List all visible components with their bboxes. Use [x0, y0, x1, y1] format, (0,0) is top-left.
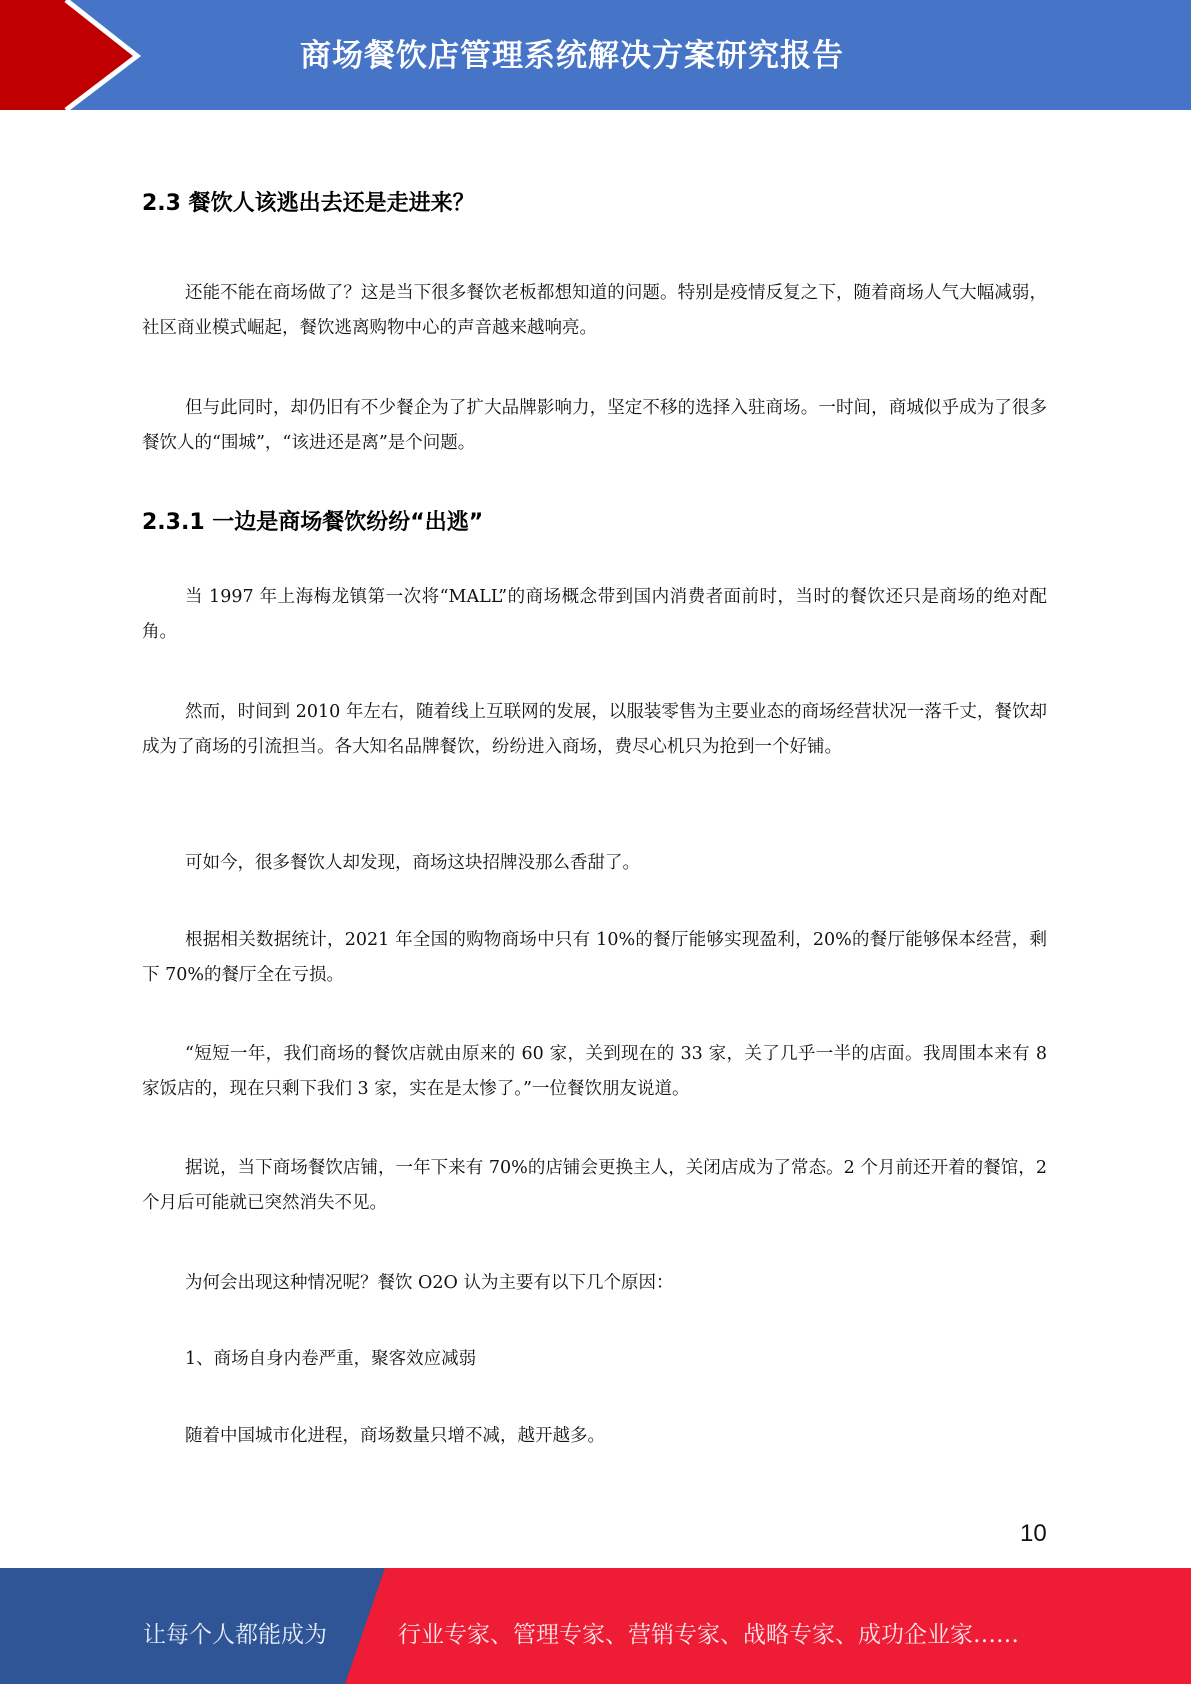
paragraph: 据说，当下商场餐饮店铺，一年下来有 70%的店铺会更换主人，关闭店成为了常态。2 个月前还开着的餐馆，2 个月后可能就已突然消失不见。 [142, 1158, 1047, 1213]
page-number: 10 [1020, 1520, 1047, 1547]
paragraph: “短短一年，我们商场的餐饮店就由原来的 60 家，关到现在的 33 家，关了几乎一半的店面。我周围本来有 8 家饭店的，现在只剩下我们 3 家，实在是太惨了。”一位餐饮朋友说道。 [142, 1044, 1047, 1099]
header-arrow-decoration [0, 0, 160, 110]
footer-slogan-right: 行业专家、管理专家、营销专家、战略专家、成功企业家…… [398, 1622, 1019, 1648]
section-heading: 2.3 餐饮人该逃出去还是走进来？ [142, 191, 475, 216]
paragraph: 随着中国城市化进程，商场数量只增不减，越开越多。 [185, 1426, 605, 1446]
paragraph: 然而，时间到 2010 年左右，随着线上互联网的发展，以服装零售为主要业态的商场经营状况一落千丈，餐饮却成为了商场的引流担当。各大知名品牌餐饮，纷纷进入商场，费尽心机只为抢到一个好铺。 [142, 702, 1047, 757]
paragraph: 根据相关数据统计，2021 年全国的购物商场中只有 10%的餐厅能够实现盈利，20%的餐厅能够保本经营，剩下 70%的餐厅全在亏损。 [142, 930, 1047, 985]
paragraph: 1、商场自身内卷严重，聚客效应减弱 [185, 1349, 477, 1369]
paragraph: 还能不能在商场做了？这是当下很多餐饮老板都想知道的问题。特别是疫情反复之下，随着商场人气大幅减弱，社区商业模式崛起，餐饮逃离购物中心的声音越来越响亮。 [142, 283, 1047, 338]
paragraph: 为何会出现这种情况呢？餐饮 O2O 认为主要有以下几个原因： [185, 1273, 674, 1293]
paragraph: 可如今，很多餐饮人却发现，商场这块招牌没那么香甜了。 [185, 853, 640, 873]
report-title: 商场餐饮店管理系统解决方案研究报告 [300, 38, 844, 74]
footer-slogan-left: 让每个人都能成为 [143, 1622, 327, 1648]
subsection-heading: 2.3.1 一边是商场餐饮纷纷“出逃” [142, 510, 484, 535]
page-header [0, 0, 1191, 110]
paragraph: 当 1997 年上海梅龙镇第一次将“MALL”的商场概念带到国内消费者面前时，当时的餐饮还只是商场的绝对配角。 [142, 587, 1047, 642]
page-footer [0, 1568, 1191, 1684]
paragraph: 但与此同时，却仍旧有不少餐企为了扩大品牌影响力，坚定不移的选择入驻商场。一时间，商城似乎成为了很多餐饮人的“围城”，“该进还是离”是个问题。 [142, 398, 1047, 453]
